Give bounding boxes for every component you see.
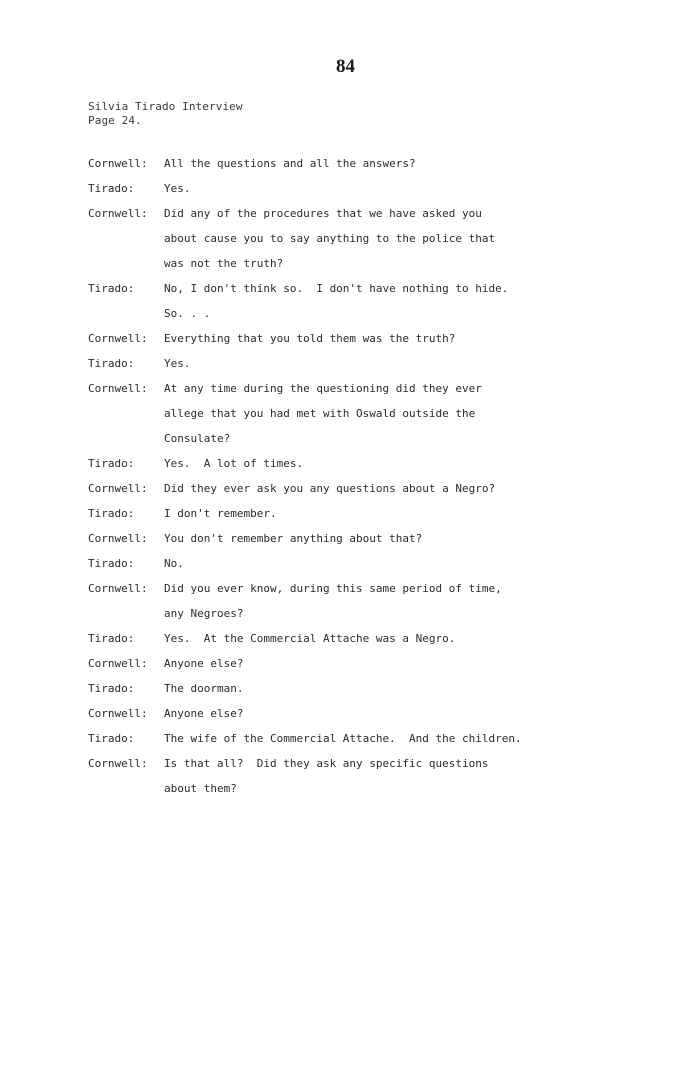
utterance-line: No, I don't think so. I don't have nothing to hide.	[164, 282, 509, 295]
utterance-text	[164, 476, 588, 501]
transcript-entry	[88, 176, 588, 201]
utterance-line: I don't remember.	[164, 507, 277, 520]
speaker-label: Tirado:	[88, 732, 135, 745]
utterance-line: Anyone else?	[164, 657, 244, 670]
utterance-text	[164, 701, 588, 726]
utterance-text	[164, 676, 588, 701]
utterance-line: Consulate?	[164, 432, 231, 445]
document-page-label: Page 24.	[88, 114, 142, 127]
utterance-line: All the questions and all the answers?	[164, 157, 416, 170]
transcript-entry	[88, 376, 588, 451]
speaker-label: Tirado:	[88, 507, 135, 520]
speaker-label: Cornwell:	[88, 157, 148, 170]
speaker-label: Tirado:	[88, 357, 135, 370]
utterance-line: Is that all? Did they ask any specific questions	[164, 757, 489, 770]
transcript	[88, 151, 588, 801]
utterance-line: Yes.	[164, 182, 191, 195]
utterance-line: Did any of the procedures that we have asked you	[164, 207, 482, 220]
transcript-entry	[88, 351, 588, 376]
speaker-label: Tirado:	[88, 682, 135, 695]
utterance-text	[164, 651, 588, 676]
utterance-line: The doorman.	[164, 682, 244, 695]
transcript-entry	[88, 476, 588, 501]
utterance-line: Yes. At the Commercial Attache was a Negro.	[164, 632, 456, 645]
utterance-line: Yes. A lot of times.	[164, 457, 304, 470]
utterance-line: any Negroes?	[164, 607, 244, 620]
speaker-label: Cornwell:	[88, 382, 148, 395]
speaker-label: Tirado:	[88, 632, 135, 645]
utterance-line: Yes.	[164, 357, 191, 370]
page-number: 84	[336, 56, 355, 77]
speaker-label: Cornwell:	[88, 582, 148, 595]
speaker-label: Cornwell:	[88, 207, 148, 220]
transcript-entry	[88, 726, 588, 751]
transcript-entry	[88, 576, 588, 626]
transcript-entry	[88, 501, 588, 526]
utterance-text	[164, 176, 588, 201]
speaker-label: Tirado:	[88, 557, 135, 570]
utterance-text	[164, 551, 588, 576]
speaker-label: Cornwell:	[88, 482, 148, 495]
document-title: Silvia Tirado Interview	[88, 100, 243, 113]
transcript-entry	[88, 551, 588, 576]
utterance-text	[164, 326, 588, 351]
utterance-text	[164, 451, 588, 476]
utterance-text	[164, 201, 588, 276]
transcript-entry	[88, 626, 588, 651]
speaker-label: Cornwell:	[88, 532, 148, 545]
transcript-entry	[88, 451, 588, 476]
transcript-entry	[88, 651, 588, 676]
transcript-entry	[88, 526, 588, 551]
transcript-entry	[88, 751, 588, 801]
utterance-line: At any time during the questioning did they ever	[164, 382, 482, 395]
speaker-label: Tirado:	[88, 282, 135, 295]
utterance-line: about cause you to say anything to the police that	[164, 232, 496, 245]
utterance-text	[164, 351, 588, 376]
speaker-label: Tirado:	[88, 182, 135, 195]
speaker-label: Cornwell:	[88, 657, 148, 670]
utterance-line: about them?	[164, 782, 237, 795]
transcript-entry	[88, 151, 588, 176]
utterance-line: Did you ever know, during this same period of time,	[164, 582, 502, 595]
utterance-line: You don't remember anything about that?	[164, 532, 423, 545]
transcript-entry	[88, 201, 588, 276]
utterance-line: was not the truth?	[164, 257, 284, 270]
transcript-entry	[88, 326, 588, 351]
utterance-line: Everything that you told them was the truth?	[164, 332, 456, 345]
utterance-text	[164, 151, 588, 176]
utterance-text	[164, 276, 588, 326]
utterance-text	[164, 526, 588, 551]
utterance-line: Did they ever ask you any questions about a Negro?	[164, 482, 496, 495]
speaker-label: Cornwell:	[88, 332, 148, 345]
utterance-text	[164, 751, 588, 801]
speaker-label: Tirado:	[88, 457, 135, 470]
transcript-entry	[88, 701, 588, 726]
utterance-line: The wife of the Commercial Attache. And the children.	[164, 732, 522, 745]
utterance-text	[164, 376, 588, 451]
transcript-entry	[88, 676, 588, 701]
utterance-text	[164, 501, 588, 526]
utterance-line: allege that you had met with Oswald outside the	[164, 407, 476, 420]
utterance-text	[164, 726, 588, 751]
utterance-line: No.	[164, 557, 184, 570]
utterance-line: Anyone else?	[164, 707, 244, 720]
utterance-line: So. . .	[164, 307, 211, 320]
transcript-entry	[88, 276, 588, 326]
utterance-text	[164, 626, 588, 651]
speaker-label: Cornwell:	[88, 757, 148, 770]
speaker-label: Cornwell:	[88, 707, 148, 720]
utterance-text	[164, 576, 588, 626]
